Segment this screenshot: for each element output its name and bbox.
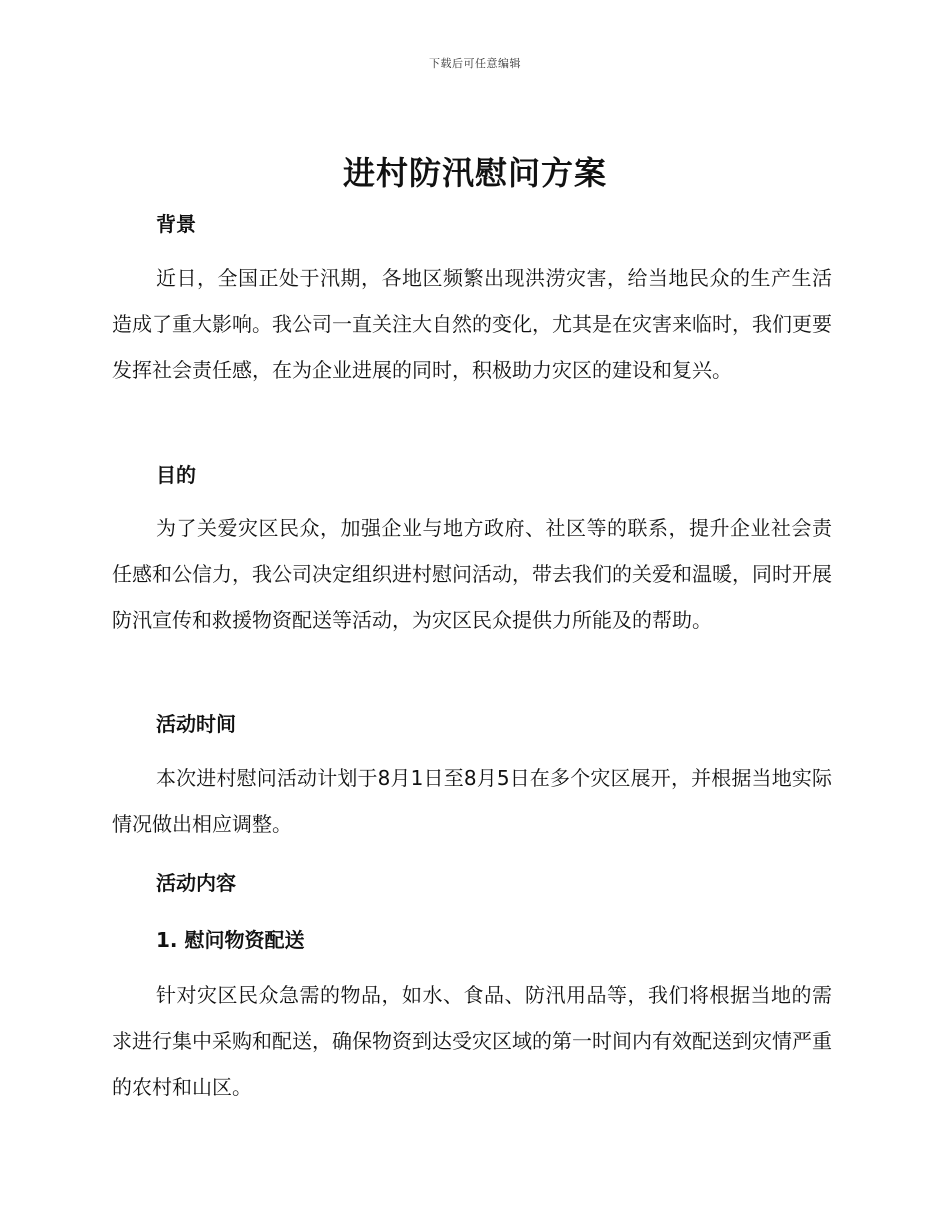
paragraph-purpose: 为了关爱灾区民众，加强企业与地方政府、社区等的联系，提升企业社会责任感和公信力，我公司决定组织进村慰问活动，带去我们的关爱和温暖，同时开展防汛宣传和救援物资配送等活动，为灾区民众提供力所能及的帮助。: [112, 516, 832, 632]
document-title: 进村防汛慰问方案: [342, 154, 607, 192]
subsection-heading-supplies-delivery: 1. 慰问物资配送: [156, 928, 305, 952]
section-heading-background: 背景: [156, 212, 196, 236]
paragraph-background: 近日，全国正处于汛期，各地区频繁出现洪涝灾害，给当地民众的生产生活造成了重大影响。我公司一直关注大自然的变化，尤其是在灾害来临时，我们更要发挥社会责任感，在为企业进展的同时，积极助力灾区的建设和复兴。: [112, 266, 832, 382]
section-heading-activity-time: 活动时间: [156, 712, 236, 736]
paragraph-activity-time: 本次进村慰问活动计划于8月1日至8月5日在多个灾区展开，并根据当地实际情况做出相应调整。: [112, 766, 832, 836]
paragraph-supplies-delivery: 针对灾区民众急需的物品，如水、食品、防汛用品等，我们将根据当地的需求进行集中采购和配送，确保物资到达受灾区域的第一时间内有效配送到灾情严重的农村和山区。: [112, 983, 832, 1099]
header-note: 下载后可任意编辑: [429, 57, 521, 70]
section-heading-activity-content: 活动内容: [156, 871, 236, 895]
section-heading-purpose: 目的: [156, 463, 196, 487]
